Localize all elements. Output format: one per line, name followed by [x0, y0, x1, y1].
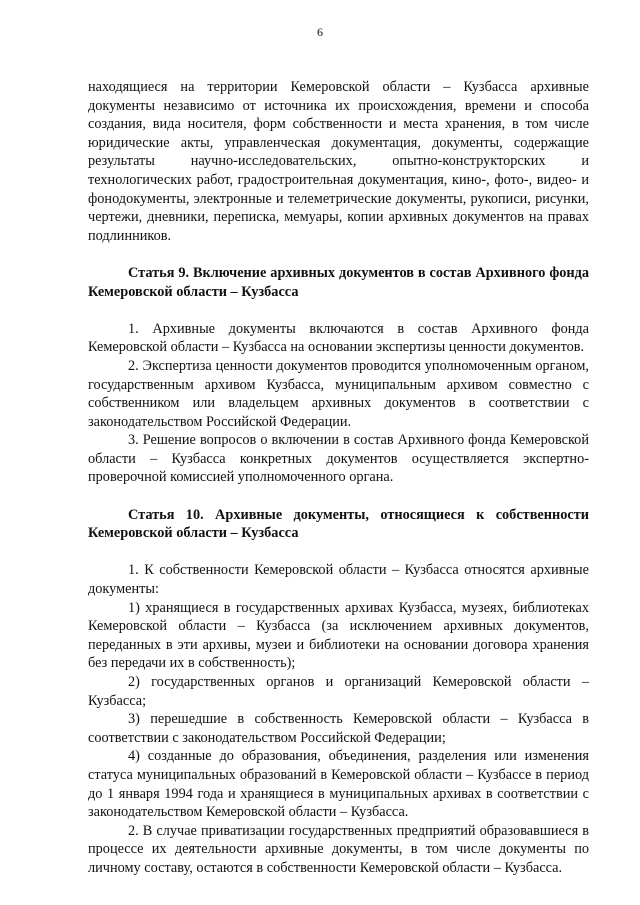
article-10-heading: Статья 10. Архивные документы, относящиеся к собственности Кемеровской области – Кузбасса: [88, 506, 589, 542]
document-body: [88, 78, 589, 878]
article-9-heading: Статья 9. Включение архивных документов в состав Архивного фонда Кемеровской области – Кузбасса: [88, 264, 589, 300]
paragraph-archive-scope: находящиеся на территории Кемеровской области – Кузбасса архивные документы независимо от источника их происхождения, времени и способа создания, вида носителя, форм собственности и места хранения, в том числе юридические акты, управленческая документация, документы, содержащие результаты научно-исследовательских, опытно-конструкторских и технологических работ, градостроительная документация, кино-, фото-, видео- и фонодокументы, электронные и телеметрические документы, рукописи, рисунки, чертежи, дневники, переписка, мемуары, копии архивных документов на правах подлинников.: [88, 79, 589, 244]
article-10-subitem-1: 1) хранящиеся в государственных архивах Кузбасса, музеях, библиотеках Кемеровской области – Кузбасса (за исключением архивных документов, переданных в эти архивы, музеи и библиотеки на основании договора хранения без передачи их в собственность);: [88, 599, 589, 672]
article-10-item-1: 1. К собственности Кемеровской области – Кузбасса относятся архивные документы:: [88, 562, 589, 598]
article-10-item-2: 2. В случае приватизации государственных предприятий образовавшиеся в процессе их деятельности архивные документы, в том числе документы по личному составу, остаются в собственности Кемеровской области – Кузбасса.: [88, 822, 589, 876]
article-10-subitem-3: 3) перешедшие в собственность Кемеровской области – Кузбасса в соответствии с законодательством Российской Федерации;: [88, 711, 589, 746]
article-10-subitem-2: 2) государственных органов и организаций Кемеровской области – Кузбасса;: [88, 674, 589, 709]
article-9-item-2: 2. Экспертиза ценности документов проводится уполномоченным органом, государственным архивом Кузбасса, муниципальным архивом совместно с собственником или владельцем архивных документов в соответствии с законодательством Российской Федерации.: [88, 357, 589, 430]
article-9-item-1: 1. Архивные документы включаются в состав Архивного фонда Кемеровской области – Кузбасса на основании экспертизы ценности документов.: [88, 320, 589, 356]
article-10-subitem-4: 4) созданные до образования, объединения, разделения или изменения статуса муниципальных образований в Кемеровской области – Кузбассе в период до 1 января 1994 года и хранящиеся в муниципальных архивах в соответствии с законодательством Кемеровской области – Кузбасса.: [88, 748, 589, 821]
page-number: 6: [317, 25, 323, 39]
article-9-item-3: 3. Решение вопросов о включении в состав Архивного фонда Кемеровской области – Кузбасса конкретных документов осуществляется экспертно-проверочной комиссией уполномоченного органа.: [88, 432, 589, 486]
